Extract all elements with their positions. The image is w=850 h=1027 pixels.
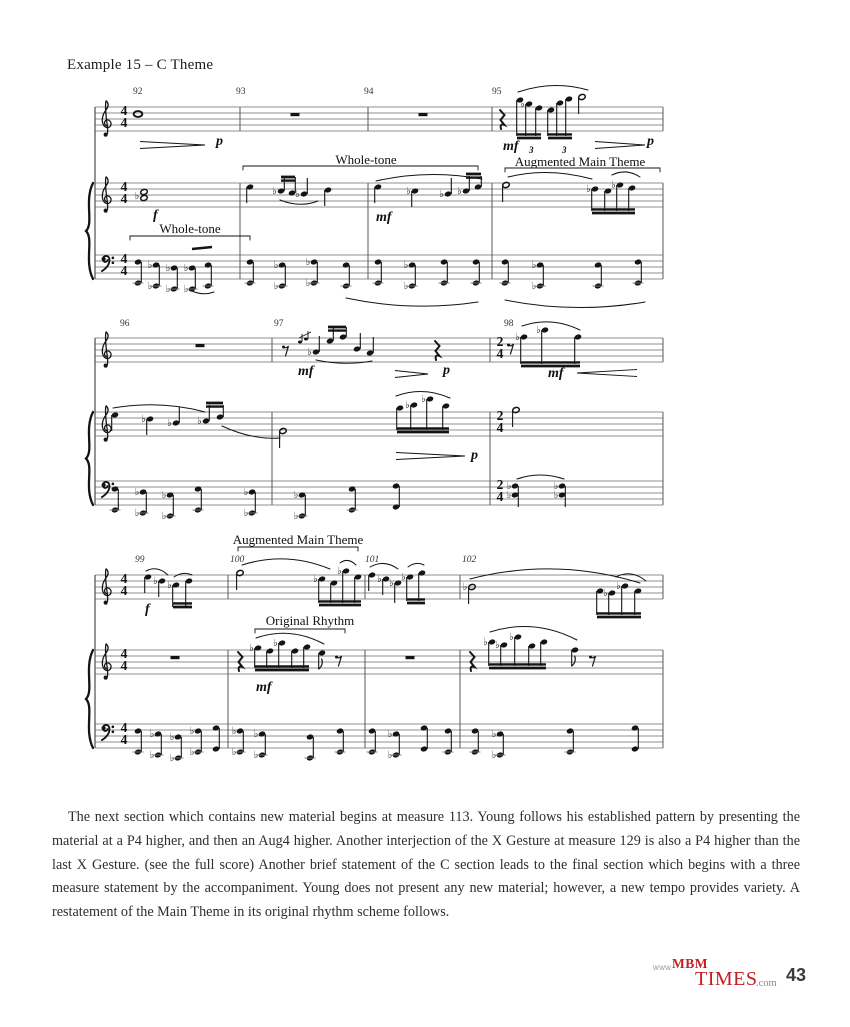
time-signature-denominator: 4 [120,191,128,206]
example-title: Example 15 – C Theme [67,57,214,73]
svg-text:♭: ♭ [387,750,393,761]
svg-text:♭: ♭ [197,416,202,427]
svg-text:♭: ♭ [611,180,616,191]
svg-text:♭: ♭ [295,189,300,200]
time-signature-denominator: 4 [120,263,128,278]
svg-text:♭: ♭ [149,729,155,740]
svg-text:♭: ♭ [603,588,608,599]
svg-text:♭: ♭ [183,263,189,274]
svg-text:♭: ♭ [273,281,279,292]
svg-text:♭: ♭ [520,99,525,110]
time-signature-numerator: 4 [120,103,128,118]
svg-text:♭: ♭ [531,260,537,271]
svg-text:♭: ♭ [273,260,279,271]
svg-text:♭: ♭ [403,260,409,271]
measure-number: 102 [462,555,477,565]
svg-text:♭: ♭ [483,637,488,648]
svg-text:♭: ♭ [536,325,541,336]
svg-text:♭: ♭ [401,572,406,583]
time-signature-numerator: 2 [496,334,504,349]
svg-text:♭: ♭ [147,281,153,292]
dynamic-marking: f [153,208,158,223]
dynamic-marking: mf [376,210,392,225]
measure-number: 94 [364,87,374,97]
svg-text:♭: ♭ [457,186,462,197]
svg-text:♭: ♭ [305,278,311,289]
svg-text:♭: ♭ [387,729,393,740]
svg-text:♭: ♭ [165,284,171,295]
svg-text:♭: ♭ [439,189,444,200]
svg-text:♭: ♭ [293,490,299,501]
time-signature-denominator: 4 [120,658,128,673]
svg-text:♭: ♭ [377,574,382,585]
svg-text:♭: ♭ [165,263,171,274]
svg-text:♭: ♭ [149,750,155,761]
measure-number: 92 [133,87,143,97]
svg-text:♭: ♭ [253,750,259,761]
svg-text:♭: ♭ [509,632,514,643]
dynamic-marking: p [471,448,478,463]
svg-text:♭: ♭ [506,490,512,501]
svg-text:♭: ♭ [515,332,520,343]
svg-text:♭: ♭ [161,490,167,501]
svg-text:♭: ♭ [253,729,259,740]
svg-text:♭: ♭ [147,260,153,271]
svg-text:♭: ♭ [462,582,468,593]
dynamic-marking: mf [256,680,272,695]
time-signature-numerator: 4 [120,571,128,586]
footer-www-prefix: www. [653,963,674,972]
measure-number: 95 [492,87,502,97]
svg-text:♭: ♭ [305,257,311,268]
section-label-original-rhythm: Original Rhythm [265,613,355,628]
svg-text:♭: ♭ [553,490,559,501]
dynamic-marking: f [145,602,150,617]
svg-text:♭: ♭ [231,726,237,737]
svg-text:♭: ♭ [249,643,254,654]
svg-text:♭: ♭ [169,732,175,743]
measure-number: 98 [504,319,514,329]
time-signature-denominator: 4 [120,583,128,598]
time-signature-denominator: 4 [120,732,128,747]
svg-text:♭: ♭ [167,580,172,591]
measure-number: 93 [236,87,246,97]
time-signature-denominator: 4 [496,420,504,435]
svg-text:♭: ♭ [405,400,410,411]
svg-text:♭: ♭ [141,414,146,425]
time-signature-denominator: 4 [496,346,504,361]
dynamic-marking: p [647,134,654,149]
dynamic-marking: p [216,134,223,149]
svg-text:♭: ♭ [337,566,342,577]
svg-text:♭: ♭ [153,576,158,587]
section-label-whole-tone: Whole-tone [335,152,397,167]
svg-text:♭: ♭ [553,481,559,492]
svg-text:♭: ♭ [531,281,537,292]
dynamic-marking: mf [548,366,564,381]
svg-text:♭: ♭ [189,747,195,758]
measure-number: 101 [365,555,380,565]
svg-text:♭: ♭ [421,394,426,405]
svg-text:♭: ♭ [491,729,497,740]
time-signature-numerator: 4 [120,179,128,194]
svg-text:♭: ♭ [189,726,195,737]
time-signature-numerator: 4 [120,251,128,266]
measure-number: 100 [230,555,245,565]
svg-text:♭: ♭ [134,191,140,202]
time-signature-numerator: 4 [120,646,128,661]
svg-text:♭: ♭ [231,747,237,758]
svg-text:♭: ♭ [293,511,299,522]
svg-text:♭: ♭ [243,487,249,498]
svg-text:♭: ♭ [506,481,512,492]
svg-text:♭: ♭ [161,511,167,522]
section-label-augmented-main-theme: Augmented Main Theme [232,532,364,547]
time-signature-denominator: 4 [120,115,128,130]
footer-brand-mbm: MBM [672,956,708,971]
time-signature-numerator: 2 [496,408,504,423]
dynamic-marking: mf [503,139,519,154]
svg-text:♭: ♭ [134,487,140,498]
dynamic-marking: mf [298,364,314,379]
dynamic-marking: p [443,363,450,378]
svg-text:♭: ♭ [389,578,394,589]
tuplet-number: 3 [529,145,534,155]
svg-text:♭: ♭ [403,281,409,292]
svg-text:♭: ♭ [169,753,175,764]
time-signature-numerator: 4 [120,720,128,735]
svg-text:♭: ♭ [273,638,278,649]
measure-number: 97 [274,319,284,329]
svg-text:♭: ♭ [167,418,172,429]
time-signature-denominator: 4 [496,489,504,504]
time-signature-numerator: 2 [496,477,504,492]
svg-text:♭: ♭ [307,347,312,358]
svg-text:♭: ♭ [183,284,189,295]
svg-text:♭: ♭ [313,574,318,585]
footer-brand-times: TIMES [695,968,758,990]
svg-text:♭: ♭ [586,184,591,195]
svg-text:♭: ♭ [134,508,140,519]
svg-text:♭: ♭ [616,581,621,592]
page-number: 43 [786,965,807,985]
tuplet-number: 3 [562,145,567,155]
svg-text:♭: ♭ [495,640,500,651]
svg-text:♭: ♭ [406,186,411,197]
measure-number: 96 [120,319,130,329]
section-label-augmented-main-theme: Augmented Main Theme [514,154,646,169]
section-label-whole-tone: Whole-tone [159,221,221,236]
footer-tld: .com [756,978,777,989]
svg-text:♭: ♭ [243,508,249,519]
svg-text:♭: ♭ [491,750,497,761]
svg-text:♭: ♭ [272,186,277,197]
measure-number: 99 [135,555,145,565]
body-paragraph: The next section which contains new material begins at measure 113. Young follows his established pattern by presenting the material at a P4 higher, and then an Aug4 higher. Another interjection of the X Gesture at measure 129 is also a P4 higher than the last X Gesture. (see the full score) Another brief statement of the C section leads to the final section which begins with a three measure statement by the accompaniment. Young does not present any new material; however, a new tempo provides variety. A restatement of the Main Theme in its original rhythm scheme follows. [52,809,800,921]
